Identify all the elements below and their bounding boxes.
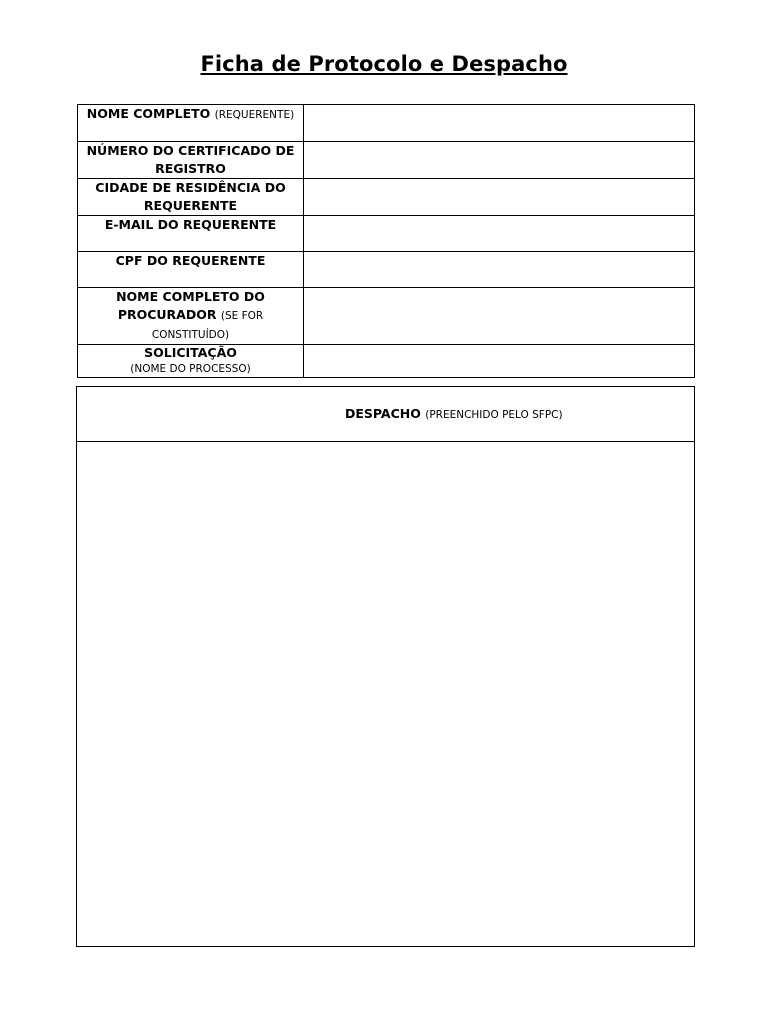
form-row-cpf <box>78 252 695 288</box>
label-procurador: NOME COMPLETO DO PROCURADOR (SE FOR CONSTITUÍDO) <box>78 288 304 345</box>
label-cpf: CPF DO REQUERENTE <box>78 252 304 288</box>
despacho-text-area[interactable] <box>77 442 694 946</box>
label-cidade: CIDADE DE RESIDÊNCIA DO REQUERENTE <box>78 179 304 216</box>
form-row-cidade <box>78 179 695 216</box>
field-certificado[interactable] <box>304 142 695 179</box>
field-cidade[interactable] <box>304 179 695 216</box>
field-cpf[interactable] <box>304 252 695 288</box>
form-row-certificado <box>78 142 695 179</box>
despacho-header <box>77 387 694 442</box>
field-email[interactable] <box>304 216 695 252</box>
label-nome-completo: NOME COMPLETO (REQUERENTE) <box>78 105 304 142</box>
document-title: Ficha de Protocolo e Despacho <box>200 52 568 76</box>
protocol-form-table <box>77 104 695 378</box>
label-solicitacao: SOLICITAÇÃO (NOME DO PROCESSO) <box>78 345 304 378</box>
field-nome-completo[interactable] <box>304 105 695 142</box>
form-row-nome-completo <box>78 105 695 142</box>
despacho-label: DESPACHO <box>345 406 421 421</box>
despacho-box <box>76 386 695 947</box>
field-procurador[interactable] <box>304 288 695 345</box>
form-row-email <box>78 216 695 252</box>
form-row-procurador <box>78 288 695 345</box>
label-email: E-MAIL DO REQUERENTE <box>78 216 304 252</box>
form-row-solicitacao <box>78 345 695 378</box>
label-certificado: NÚMERO DO CERTIFICADO DE REGISTRO <box>78 142 304 179</box>
despacho-sub-label: (PREENCHIDO PELO SFPC) <box>425 409 563 421</box>
field-solicitacao[interactable] <box>304 345 695 378</box>
